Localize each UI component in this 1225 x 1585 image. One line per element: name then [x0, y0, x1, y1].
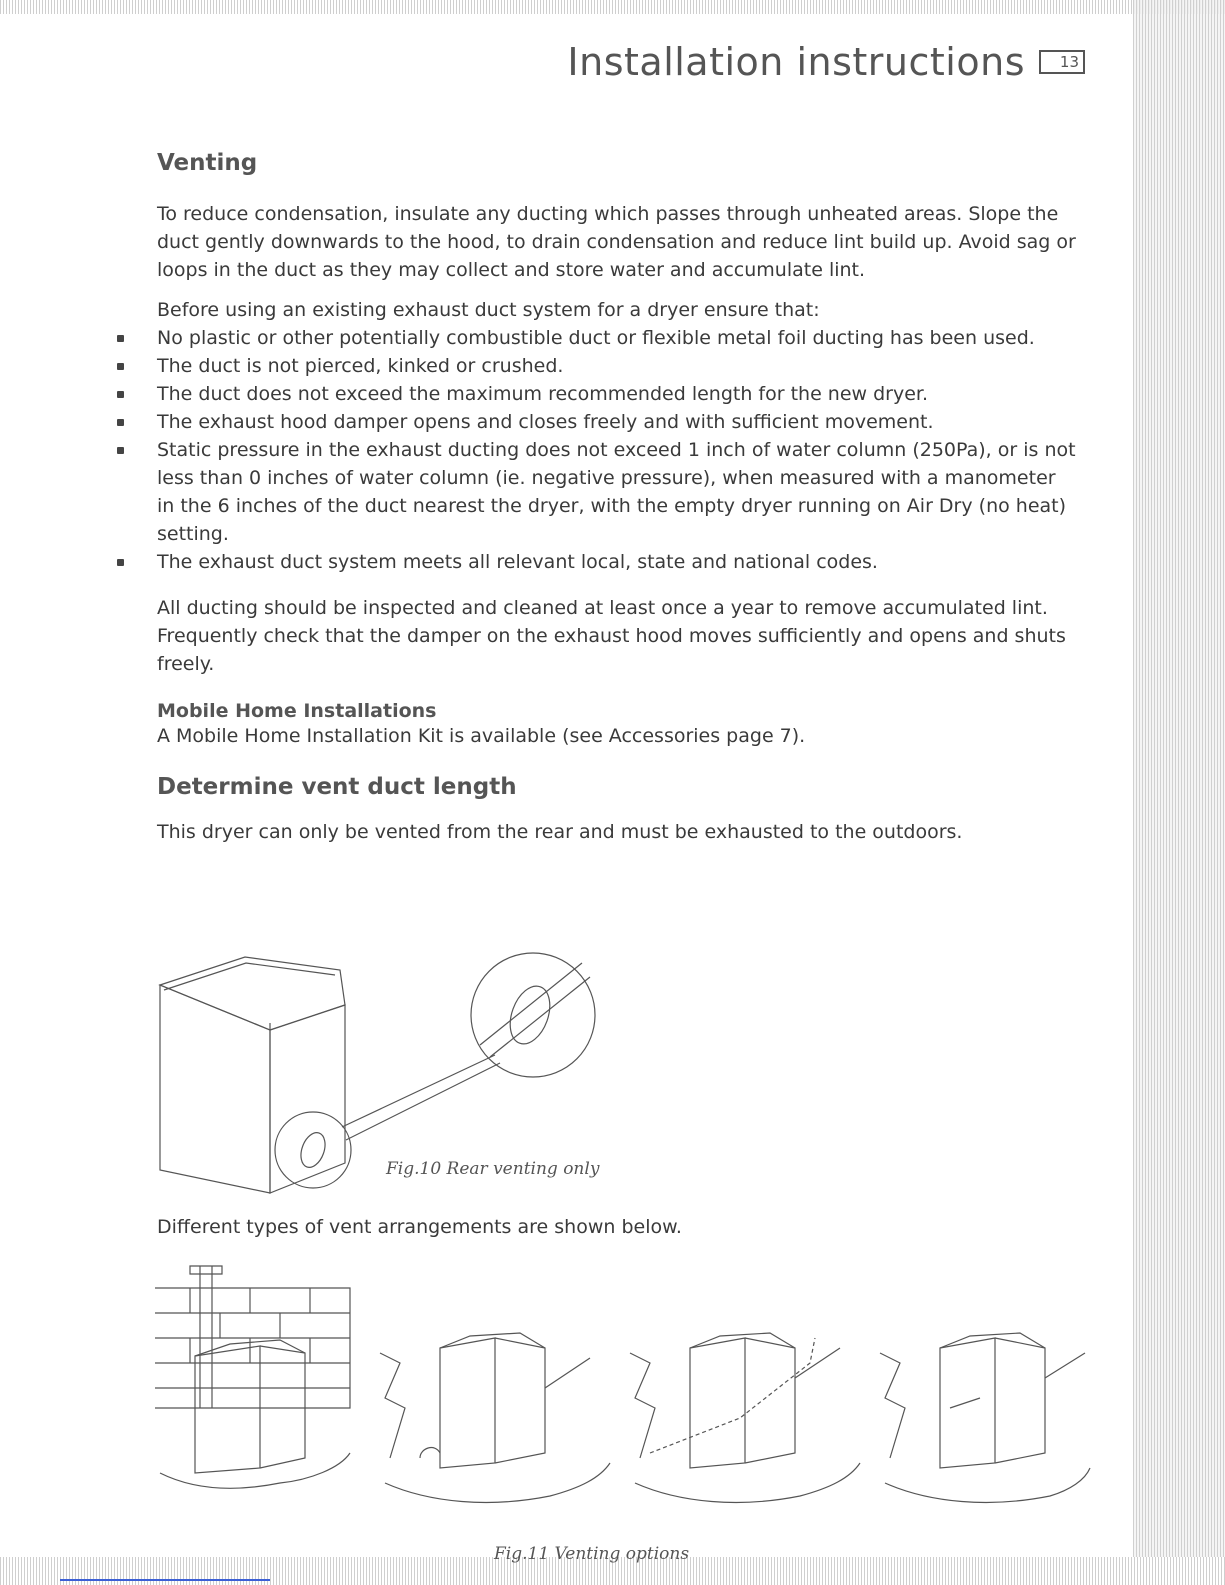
venting-heading: Venting — [157, 150, 258, 176]
vent-arrangements-text: Different types of vent arrangements are shown below. — [157, 1216, 682, 1238]
page-content — [157, 150, 1077, 846]
mobile-home-text: A Mobile Home Installation Kit is available (see Accessories page 7). — [157, 725, 806, 747]
vent-option-1 — [155, 1266, 350, 1488]
vent-option-4 — [880, 1333, 1090, 1502]
mobile-home-heading: Mobile Home Installations — [157, 700, 437, 722]
fig11-caption: Fig.11 Venting options — [494, 1544, 690, 1564]
vent-option-2 — [380, 1333, 610, 1502]
venting-intro: Before using an existing exhaust duct system for a dryer ensure that: — [157, 299, 820, 321]
venting-checklist — [157, 324, 1077, 576]
list-item: Static pressure in the exhaust ducting does not exceed 1 inch of water column (250Pa), or is not less than 0 inches of water column (ie. negative pressure), when measured with a manometer in the 6 inches of the duct nearest the dryer, with the empty dryer running on Air Dry (no heat) setting. — [157, 436, 1077, 548]
venting-paragraph-1: To reduce condensation, insulate any ducting which passes through unheated areas. Slope the duct gently downwards to the hood, to drain condensation and reduce lint build up. Avoid sag or loops in the duct as they may collect and store water and accumulate lint. — [157, 203, 1076, 281]
bottom-link-underline[interactable] — [60, 1579, 270, 1581]
scan-edge-right — [1133, 0, 1225, 1585]
page-title: Installation instructions — [567, 40, 1025, 84]
fig10-caption: Fig.10 Rear venting only — [386, 1159, 600, 1179]
duct-length-text: This dryer can only be vented from the rear and must be exhausted to the outdoors. — [157, 821, 963, 843]
page-header — [567, 40, 1085, 84]
vent-option-3 — [630, 1333, 860, 1502]
list-item: The exhaust duct system meets all relevant local, state and national codes. — [157, 548, 1077, 576]
duct-length-heading: Determine vent duct length — [157, 774, 517, 800]
list-item: No plastic or other potentially combustible duct or flexible metal foil ducting has been used. — [157, 324, 1077, 352]
page-number: 13 — [1039, 50, 1085, 74]
fig11-venting-options — [150, 1258, 1100, 1528]
list-item: The exhaust hood damper opens and closes freely and with sufficient movement. — [157, 408, 1077, 436]
venting-paragraph-2: All ducting should be inspected and cleaned at least once a year to remove accumulated lint. Frequently check that the damper on the exhaust hood moves sufficiently and opens and shuts freely. — [157, 597, 1066, 675]
list-item: The duct is not pierced, kinked or crushed. — [157, 352, 1077, 380]
list-item: The duct does not exceed the maximum recommended length for the new dryer. — [157, 380, 1077, 408]
scan-edge-top — [0, 0, 1225, 14]
